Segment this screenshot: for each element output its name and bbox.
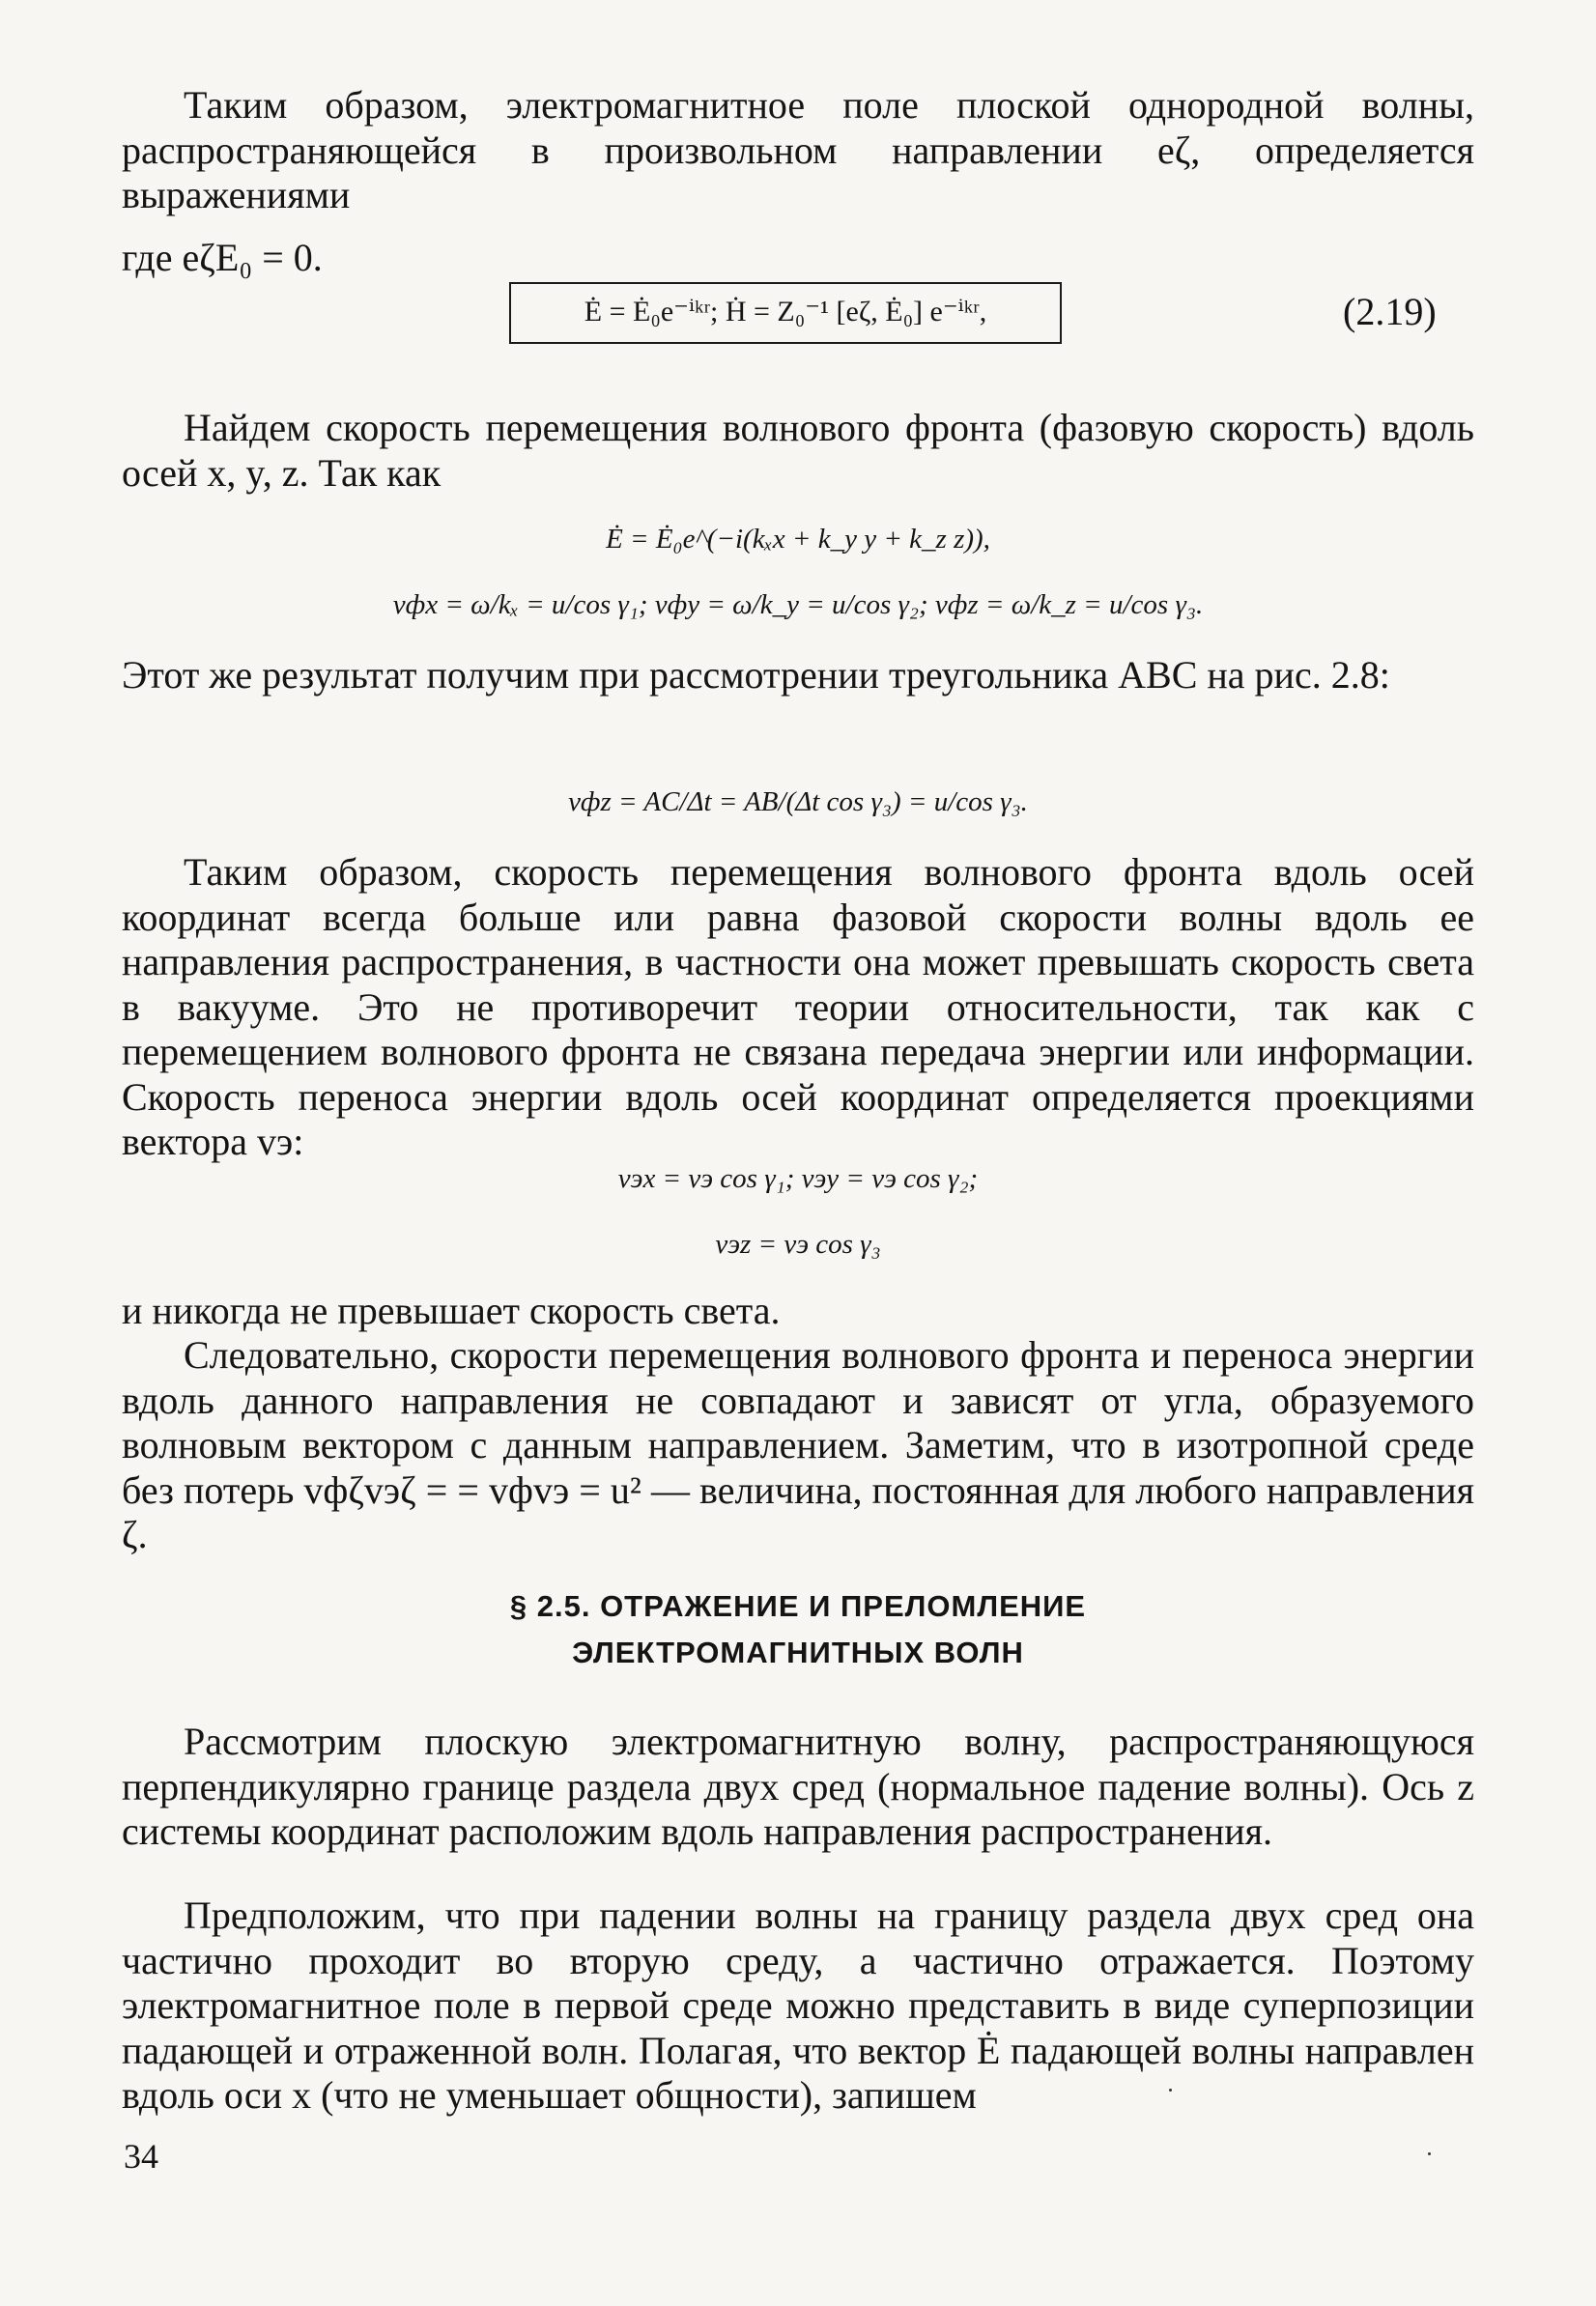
section-heading-line-2: ЭЛЕКТРОМАГНИТНЫХ ВОЛН <box>572 1636 1024 1669</box>
equation-energy-velocity-z: vэz = vэ cos γ₃ <box>715 1229 881 1260</box>
paragraph-partial-reflection: Предположим, что при падении волны на границу раздела двух сред она частично проходит во вторую среду, а частично отражается. Поэтому электромагнитное поле в первой среде можно представить в виде суперпозиции падающей и отраженной волн. Полагая, что вектор Ė падающей волны направлен вдоль оси x (что не уменьшает общности), запишем <box>122 1893 1474 2117</box>
scan-speck <box>1169 2089 1172 2092</box>
equation-2-19-box: Ė = Ė₀e⁻ⁱᵏʳ; Ḣ = Z₀⁻¹ [eζ, Ė₀] e⁻ⁱᵏʳ, <box>509 282 1062 344</box>
paragraph-plane-wave-field: Таким образом, электромагнитное поле плоской однородной волны, распространяющейся в произвольном направлении eζ, определяется выражениями <box>122 83 1474 216</box>
equation-energy-velocity-xy: vэx = vэ cos γ₁; vэy = vэ cos γ₂; <box>617 1163 979 1194</box>
equation-number-2-19: (2.19) <box>1343 290 1437 333</box>
page-number: 34 <box>124 2137 158 2176</box>
equation-triangle-velocity: vфz = AC/Δt = AB/(Δt cos γ₃) = u/cos γ₃. <box>568 786 1028 817</box>
equation-phase-velocities: vфx = ω/kₓ = u/cos γ₁; vфy = ω/k_y = u/cos γ₂; vфz = ω/k_z = u/cos γ₃. <box>392 589 1204 620</box>
paragraph-conclusion: Следовательно, скорости перемещения волнового фронта и переноса энергии вдоль данного направления не совпадают и зависят от угла, образуемого волновым вектором с данным направлением. Заметим, что в изотропной среде без потерь vфζvэζ = = vфvэ = u² — величина, постоянная для любого направления ζ. <box>122 1333 1474 1556</box>
paragraph-velocity-discussion: Таким образом, скорость перемещения волнового фронта вдоль осей координат всегда больше или равна фазовой скорости волны вдоль ее направления распространения, в частности она может превышать скорость света в вакууме. Это не противоречит теории относительности, так как с перемещением волнового фронта не связана передача энергии или информации. Скорость переноса энергии вдоль осей координат определяется проекциями вектора vэ: <box>122 850 1474 1163</box>
paragraph-triangle-abc: Этот же результат получим при рассмотрении треугольника ABC на рис. 2.8: <box>122 653 1390 697</box>
paragraph-never-exceeds: и никогда не превышает скорость света. <box>122 1289 781 1332</box>
equation-e-field-components: Ė = Ė₀e^(−i(kₓx + k_y y + k_z z)), <box>606 524 990 555</box>
paragraph-normal-incidence: Рассмотрим плоскую электромагнитную волну, распространяющуюся перпендикулярно границе раздела двух сред (нормальное падение волны). Ось z системы координат расположим вдоль направления распространения. <box>122 1720 1474 1853</box>
paragraph-phase-velocity-intro: Найдем скорость перемещения волнового фронта (фазовую скорость) вдоль осей x, y, z. Так как <box>122 406 1474 495</box>
scan-speck <box>1428 2152 1431 2155</box>
section-heading-line-1: § 2.5. ОТРАЖЕНИЕ И ПРЕЛОМЛЕНИЕ <box>509 1589 1087 1623</box>
paragraph-where-condition: где eζE₀ = 0. <box>122 236 323 279</box>
